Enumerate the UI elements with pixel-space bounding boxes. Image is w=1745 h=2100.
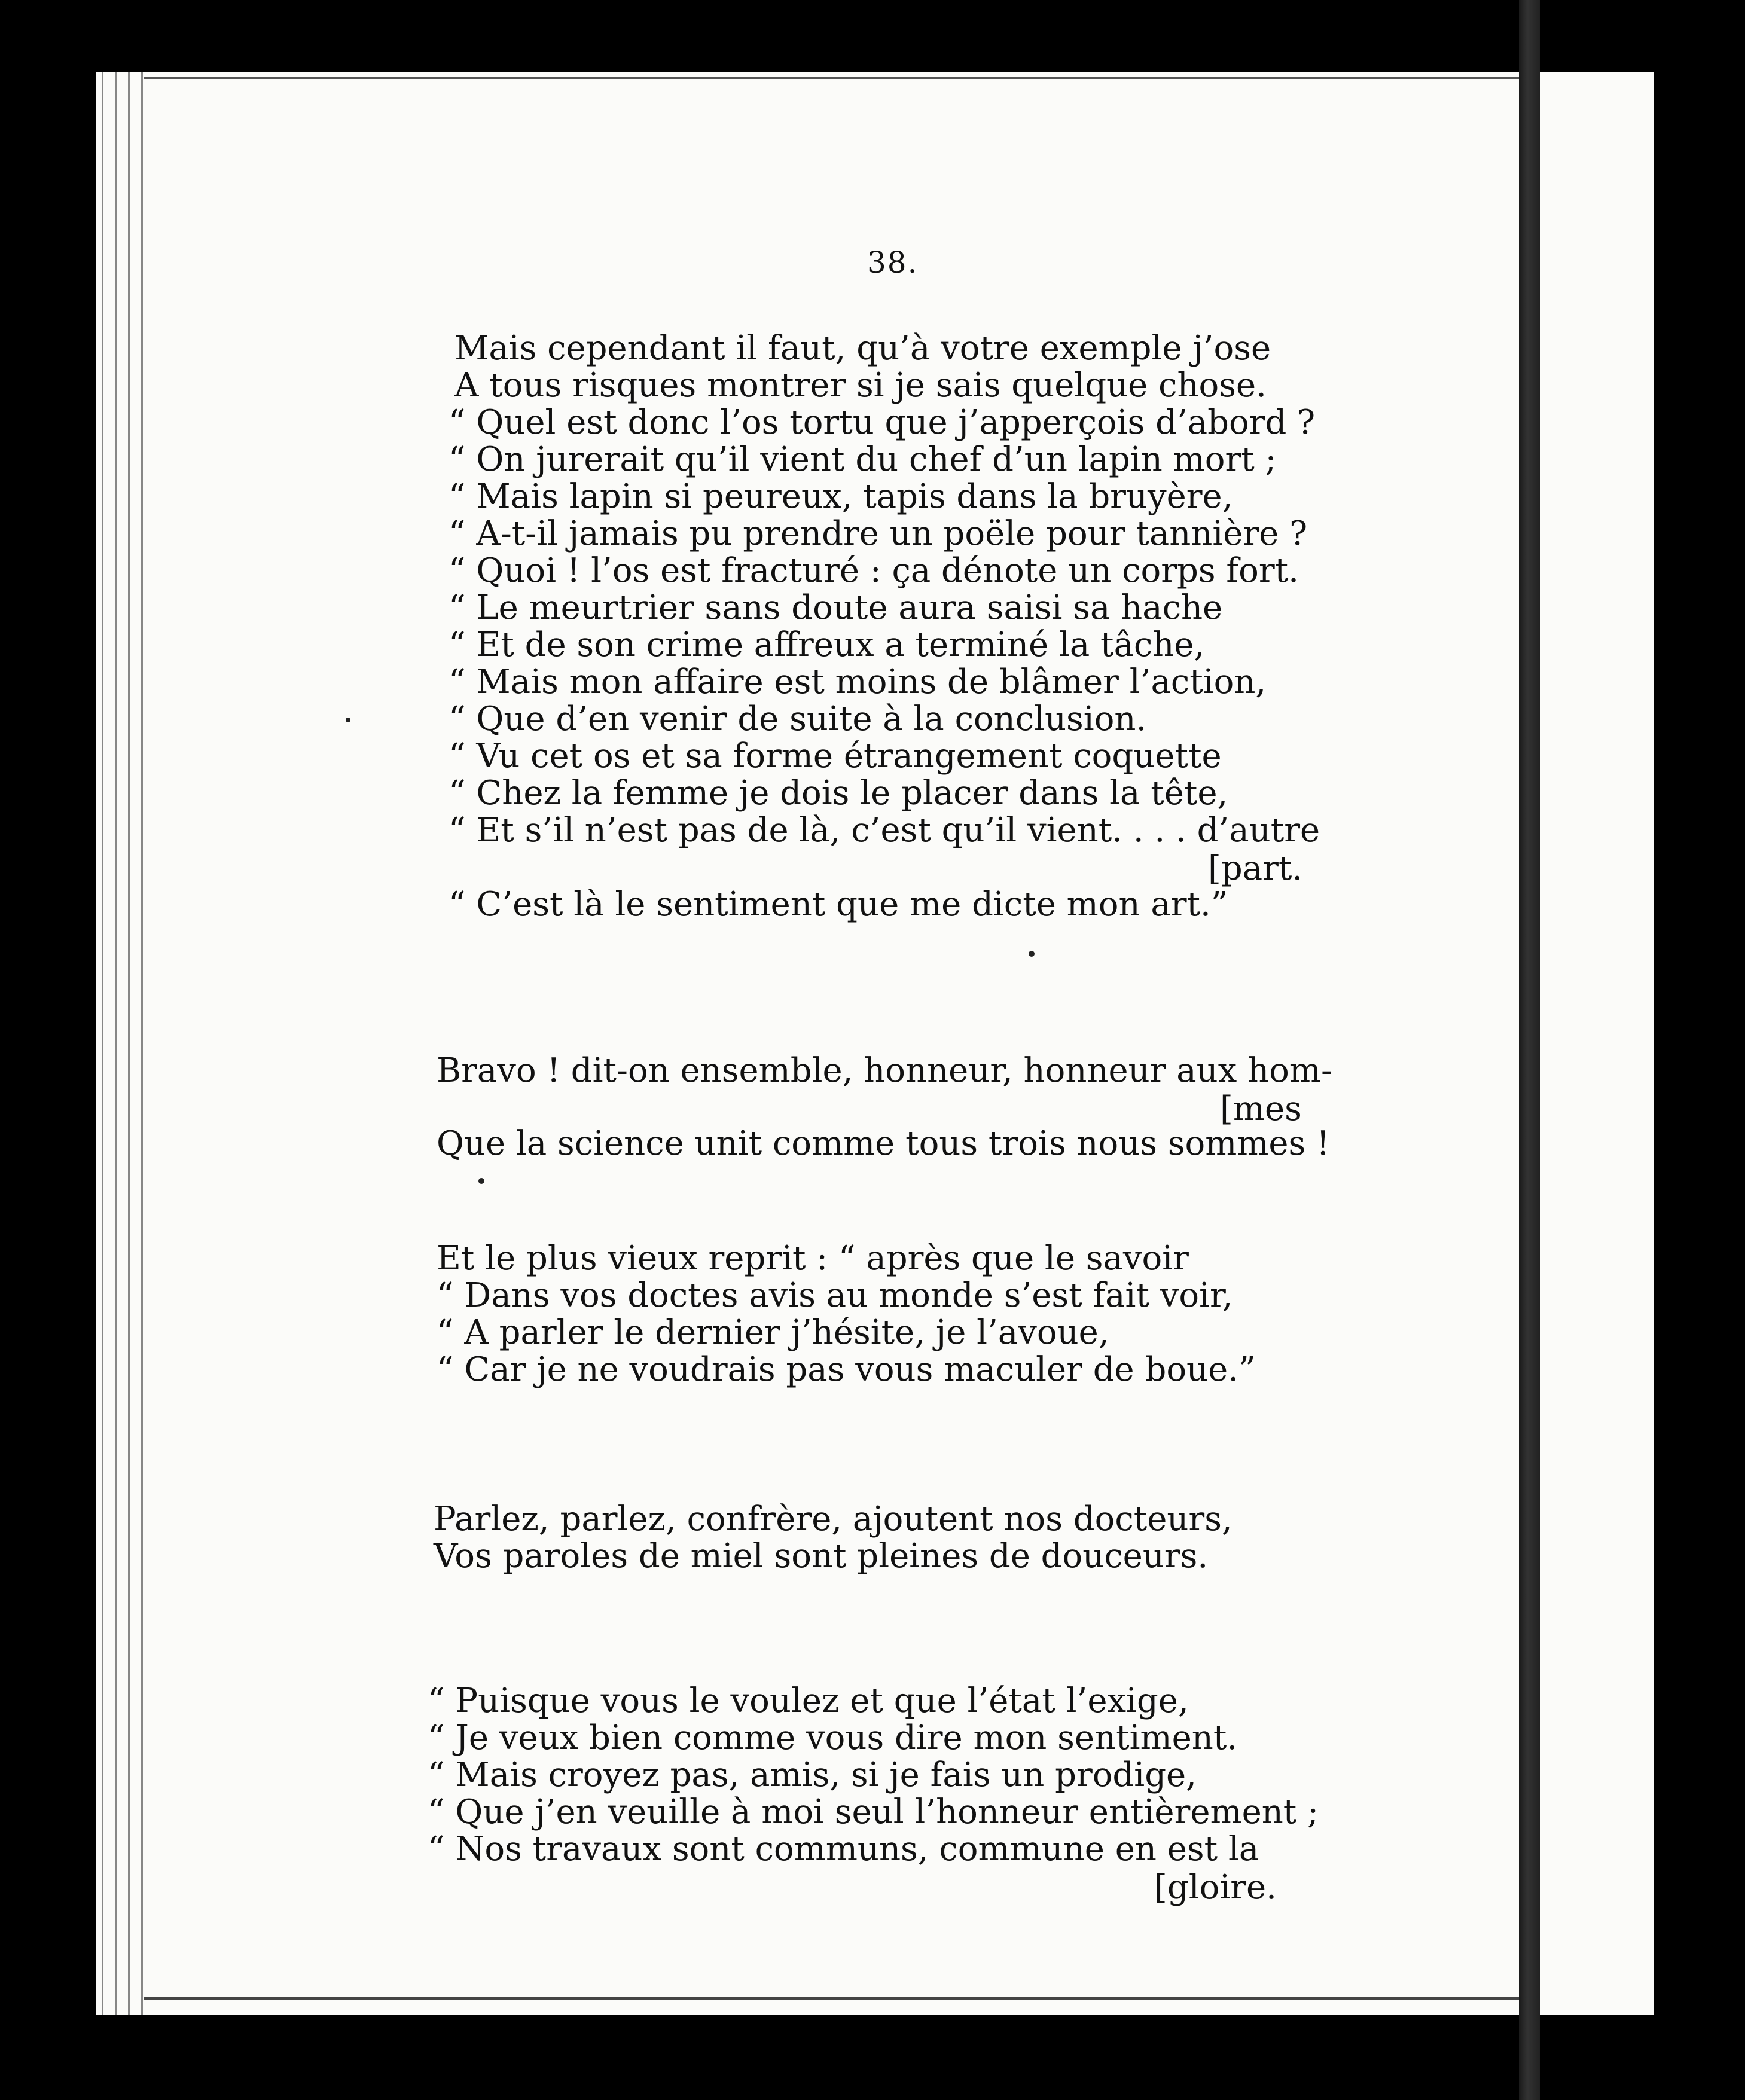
scan-speck [478, 1178, 484, 1184]
verse-line: “ C’est là le sentiment que me dicte mon art.” [449, 885, 1228, 924]
verse-continuation: [gloire. [1154, 1868, 1277, 1907]
verse-continuation: [mes [1220, 1089, 1302, 1128]
verse-line: “ Vu cet os et sa forme étrangement coquette [449, 737, 1222, 776]
verse-line: Que la science unit comme tous trois nous sommes ! [437, 1124, 1330, 1163]
verse-line: Vos paroles de miel sont pleines de douceurs. [434, 1537, 1209, 1576]
top-border [144, 77, 1627, 79]
verse-line: “ Quel est donc l’os tortu que j’apperçois d’abord ? [449, 403, 1316, 442]
bottom-border [144, 1997, 1627, 2000]
verse-line: “ Que d’en venir de suite à la conclusion. [449, 700, 1147, 738]
verse-line: “ Mais mon affaire est moins de blâmer l’action, [449, 663, 1267, 701]
verse-line: “ Que j’en veuille à moi seul l’honneur entièrement ; [428, 1793, 1319, 1832]
page-edge-lines [96, 72, 150, 2015]
verse-line: “ Je veux bien comme vous dire mon sentiment. [428, 1719, 1238, 1757]
verse-line: Bravo ! dit-on ensemble, honneur, honneur aux hom- [437, 1051, 1332, 1090]
verse-line: “ Et de son crime affreux a terminé la tâche, [449, 625, 1205, 664]
verse-line: A tous risques montrer si je sais quelque chose. [454, 366, 1267, 405]
verse-line: “ Quoi ! l’os est fracturé : ça dénote un corps fort. [449, 551, 1299, 590]
page-gutter-shadow [1519, 0, 1540, 2100]
verse-line: “ On jurerait qu’il vient du chef d’un lapin mort ; [449, 440, 1277, 479]
verse-line: “ Et s’il n’est pas de là, c’est qu’il vient. . . . d’autre [449, 811, 1320, 850]
verse-line: “ Chez la femme je dois le placer dans la tête, [449, 774, 1228, 813]
verse-line: “ Mais lapin si peureux, tapis dans la bruyère, [449, 477, 1233, 516]
verse-continuation: [part. [1208, 849, 1303, 888]
verse-line: “ Mais croyez pas, amis, si je fais un prodige, [428, 1756, 1197, 1794]
scan-speck [346, 718, 350, 722]
book-page [96, 72, 1627, 2015]
verse-line: Parlez, parlez, confrère, ajoutent nos docteurs, [434, 1500, 1233, 1539]
verse-line: “ Dans vos doctes avis au monde s’est fait voir, [437, 1276, 1233, 1315]
verse-line: “ Puisque vous le voulez et que l’état l’exige, [428, 1681, 1189, 1720]
scan-speck [1029, 951, 1035, 957]
verse-line: Mais cependant il faut, qu’à votre exemple j’ose [454, 329, 1271, 368]
verse-line: “ Le meurtrier sans doute aura saisi sa hache [449, 588, 1223, 627]
page-number: 38. [867, 245, 919, 280]
verse-line: “ Nos travaux sont communs, commune en est la [428, 1830, 1259, 1869]
verse-line: “ A parler le dernier j’hésite, je l’avoue, [437, 1313, 1109, 1352]
verse-line: Et le plus vieux reprit : “ après que le savoir [437, 1239, 1189, 1278]
verse-line: “ A-t-il jamais pu prendre un poële pour tannière ? [449, 514, 1308, 553]
adjacent-page-edge [1540, 72, 1654, 2015]
verse-line: “ Car je ne voudrais pas vous maculer de boue.” [437, 1350, 1256, 1389]
